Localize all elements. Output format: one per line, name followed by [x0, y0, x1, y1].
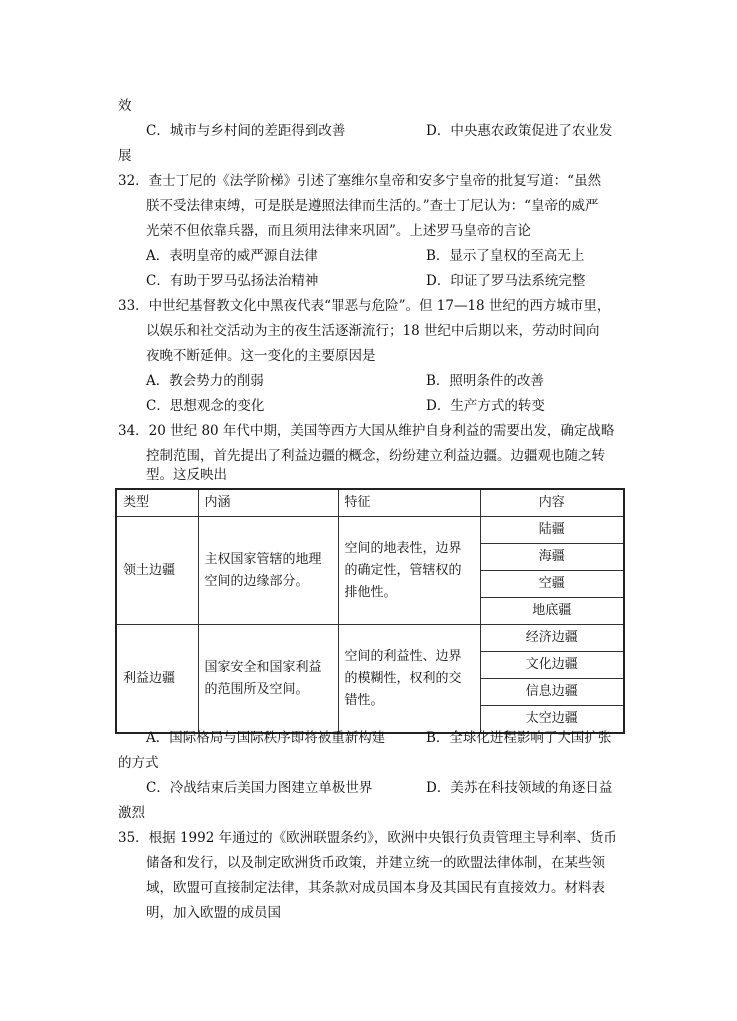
table-row: [116, 625, 624, 652]
q33-stem-line2: 以娱乐和社交活动为主的夜生活逐渐流行；18 世纪中后期以来，劳动时间向: [146, 323, 600, 339]
q34-option-b: B．全球化进程影响了大国扩张: [426, 730, 612, 746]
q32-stem-line3: 光荣不但依靠兵器，而且须用法律来巩固”。上述罗马皇帝的言论: [146, 223, 531, 239]
q31-option-c: C．城市与乡村间的差距得到改善: [146, 123, 346, 139]
q33-option-b: B．照明条件的改善: [426, 373, 544, 389]
q32-stem-line2: 朕不受法律束缚，可是朕是遵照法律而生活的。”查士丁尼认为：“皇帝的威严: [146, 198, 599, 214]
row1-meaning: 主权国家管辖的地理空间的边缘部分。: [198, 517, 338, 625]
q32-option-d: D．印证了罗马法系统完整: [426, 273, 586, 289]
q32-stem-line1: 32．查士丁尼的《法学阶梯》引述了塞维尔皇帝和安多宁皇帝的批复写道：“虽然: [118, 173, 602, 189]
row2-type: 利益边疆: [116, 625, 198, 734]
row2-feature: 空间的利益性、边界的模糊性，权利的交错性。: [338, 625, 480, 734]
q31-option-d-continuation: 展: [118, 148, 132, 164]
q34-option-b-continuation: 的方式: [118, 755, 159, 771]
q33-option-a: A．教会势力的削弱: [146, 373, 264, 389]
header-type: 类型: [116, 489, 198, 517]
row2-content-3: 信息边疆: [480, 679, 624, 706]
q35-stem-line2: 储备和发行，以及制定欧洲货币政策，并建立统一的欧盟法律体制，在某些领: [146, 855, 605, 871]
q32-option-c: C．有助于罗马弘扬法治精神: [146, 273, 319, 289]
q34-option-d: D．美苏在科技领域的角逐日益: [426, 780, 613, 796]
q33-option-c: C．思想观念的变化: [146, 398, 265, 414]
q31-option-d: D．中央惠农政策促进了农业发: [426, 123, 613, 139]
q33-option-d: D．生产方式的转变: [426, 398, 545, 414]
header-meaning: 内涵: [198, 489, 338, 517]
table-header-row: [116, 489, 624, 517]
row1-feature: 空间的地表性，边界的确定性，管辖权的排他性。: [338, 517, 480, 625]
row1-content-1: 陆疆: [480, 517, 624, 544]
q33-stem-line3: 夜晚不断延伸。这一变化的主要原因是: [146, 348, 376, 364]
q35-stem-line3: 域，欧盟可直接制定法律，其条款对成员国本身及其国民有直接效力。材料表: [146, 880, 605, 896]
q32-option-a: A．表明皇帝的威严源自法律: [146, 248, 318, 264]
table-row: [116, 517, 624, 544]
frontier-table: [115, 488, 625, 734]
q32-option-b: B．显示了皇权的至高无上: [426, 248, 585, 264]
row2-content-2: 文化边疆: [480, 652, 624, 679]
row1-type: 领土边疆: [116, 517, 198, 625]
header-feature: 特征: [338, 489, 480, 517]
q34-option-c: C．冷战结束后美国力图建立单极世界: [146, 780, 373, 796]
q31-continuation: 效: [118, 98, 132, 114]
row1-content-4: 地底疆: [480, 598, 624, 625]
q34-stem-line3: 型。这反映出: [146, 467, 227, 483]
row1-content-3: 空疆: [480, 571, 624, 598]
row2-content-4: 太空边疆: [480, 706, 624, 734]
q34-option-a: A．国际格局与国际秩序即将被重新构建: [146, 730, 386, 746]
row1-content-2: 海疆: [480, 544, 624, 571]
row2-meaning: 国家安全和国家利益的范围所及空间。: [198, 625, 338, 734]
q34-option-d-continuation: 激烈: [118, 805, 145, 821]
q33-stem-line1: 33．中世纪基督教文化中黑夜代表“罪恶与危险”。但 17—18 世纪的西方城市里，: [118, 298, 611, 314]
header-content: 内容: [480, 489, 624, 517]
q34-stem-line2: 控制范围，首先提出了利益边疆的概念，纷纷建立利益边疆。边疆观也随之转: [146, 448, 605, 464]
q35-stem-line4: 明，加入欧盟的成员国: [146, 905, 281, 921]
q34-stem-line1: 34．20 世纪 80 年代中期，美国等西方大国从维护自身利益的需要出发，确定战略: [118, 423, 615, 439]
q35-stem-line1: 35．根据 1992 年通过的《欧洲联盟条约》，欧洲中央银行负责管理主导利率、货币: [118, 830, 617, 846]
row2-content-1: 经济边疆: [480, 625, 624, 652]
